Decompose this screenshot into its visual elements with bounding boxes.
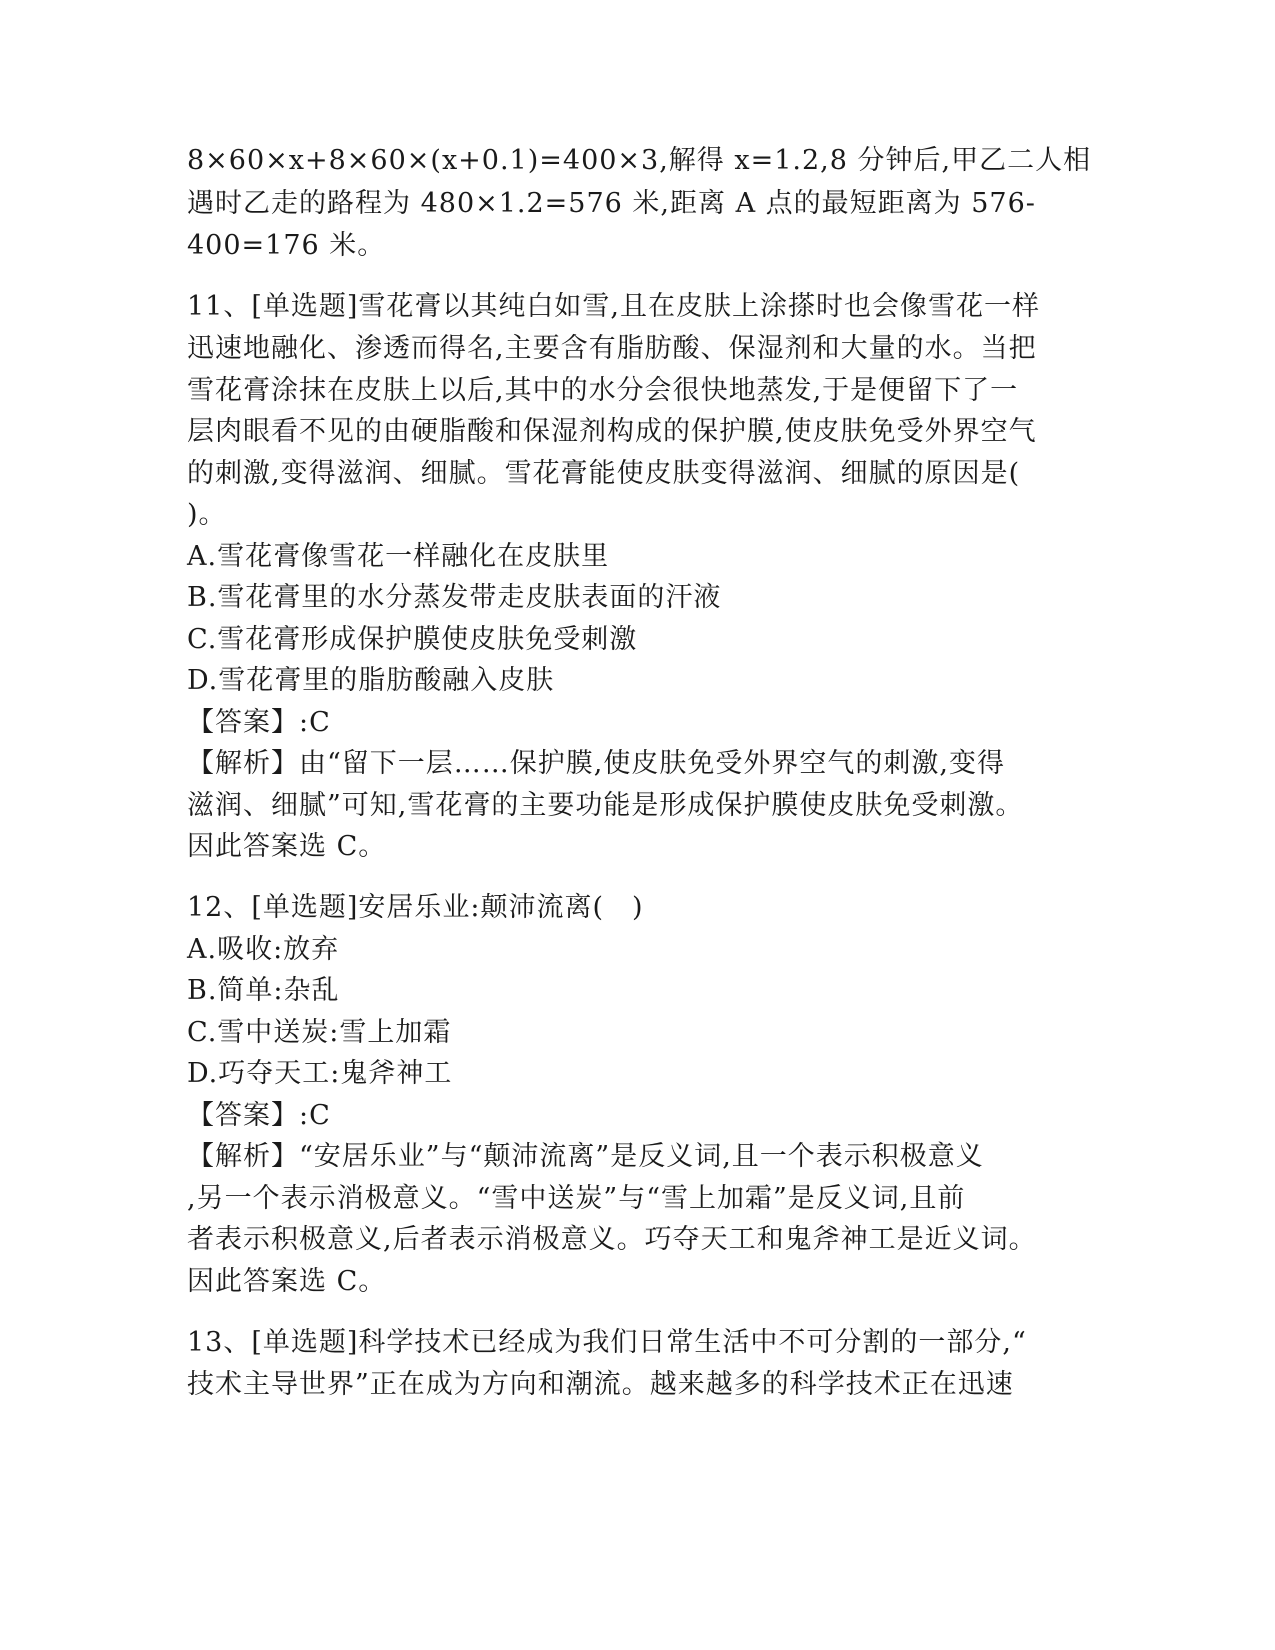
q11-analysis-line: 【解析】由“留下一层……保护膜,使皮肤免受外界空气的刺激,变得	[187, 748, 1005, 779]
continuation-line: 8×60×x+8×60×(x+0.1)=400×3,解得 x=1.2,8 分钟后,甲乙二人相	[187, 145, 1092, 176]
q11-option-d: D.雪花膏里的脂肪酸融入皮肤	[187, 665, 555, 696]
q11-stem-line: )。	[187, 499, 227, 530]
q12-analysis-line: 因此答案选 C。	[187, 1266, 387, 1297]
q11-analysis-line: 因此答案选 C。	[187, 831, 387, 862]
q11-stem-line: 迅速地融化、渗透而得名,主要含有脂肪酸、保湿剂和大量的水。当把	[187, 333, 1037, 364]
q11-stem-line: 层肉眼看不见的由硬脂酸和保湿剂构成的保护膜,使皮肤免受外界空气	[187, 416, 1037, 447]
q12-stem-line: 12、[单选题]安居乐业:颠沛流离( )	[187, 892, 644, 923]
continuation-line: 400=176 米。	[187, 230, 386, 261]
q11-option-a: A.雪花膏像雪花一样融化在皮肤里	[187, 541, 610, 572]
q12-option-b: B.简单:杂乱	[187, 975, 340, 1006]
q12-analysis-line: 【解析】“安居乐业”与“颠沛流离”是反义词,且一个表示积极意义	[187, 1141, 984, 1172]
q12-option-a: A.吸收:放弃	[187, 934, 340, 965]
q11-option-b: B.雪花膏里的水分蒸发带走皮肤表面的汗液	[187, 582, 722, 613]
q11-analysis-line: 滋润、细腻”可知,雪花膏的主要功能是形成保护膜使皮肤免受刺激。	[187, 790, 1024, 821]
q11-stem-line: 的刺激,变得滋润、细腻。雪花膏能使皮肤变得滋润、细腻的原因是(	[187, 458, 1021, 489]
q12-option-d: D.巧夺天工:鬼斧神工	[187, 1058, 453, 1089]
q12-analysis-line: 者表示积极意义,后者表示消极意义。巧夺天工和鬼斧神工是近义词。	[187, 1224, 1037, 1255]
q11-stem-line: 雪花膏涂抹在皮肤上以后,其中的水分会很快地蒸发,于是便留下了一	[187, 375, 1019, 406]
q11-option-c: C.雪花膏形成保护膜使皮肤免受刺激	[187, 624, 638, 655]
continuation-line: 遇时乙走的路程为 480×1.2=576 米,距离 A 点的最短距离为 576-	[187, 188, 1036, 219]
q13-stem-line: 技术主导世界”正在成为方向和潮流。越来越多的科学技术正在迅速	[187, 1369, 1014, 1400]
q11-stem-line: 11、[单选题]雪花膏以其纯白如雪,且在皮肤上涂搽时也会像雪花一样	[187, 291, 1041, 322]
q11-answer: 【答案】:C	[187, 707, 331, 738]
q12-analysis-line: ,另一个表示消极意义。“雪中送炭”与“雪上加霜”是反义词,且前	[187, 1183, 966, 1214]
q12-answer: 【答案】:C	[187, 1100, 331, 1131]
q12-option-c: C.雪中送炭:雪上加霜	[187, 1017, 452, 1048]
q13-stem-line: 13、[单选题]科学技术已经成为我们日常生活中不可分割的一部分,“	[187, 1327, 1027, 1358]
